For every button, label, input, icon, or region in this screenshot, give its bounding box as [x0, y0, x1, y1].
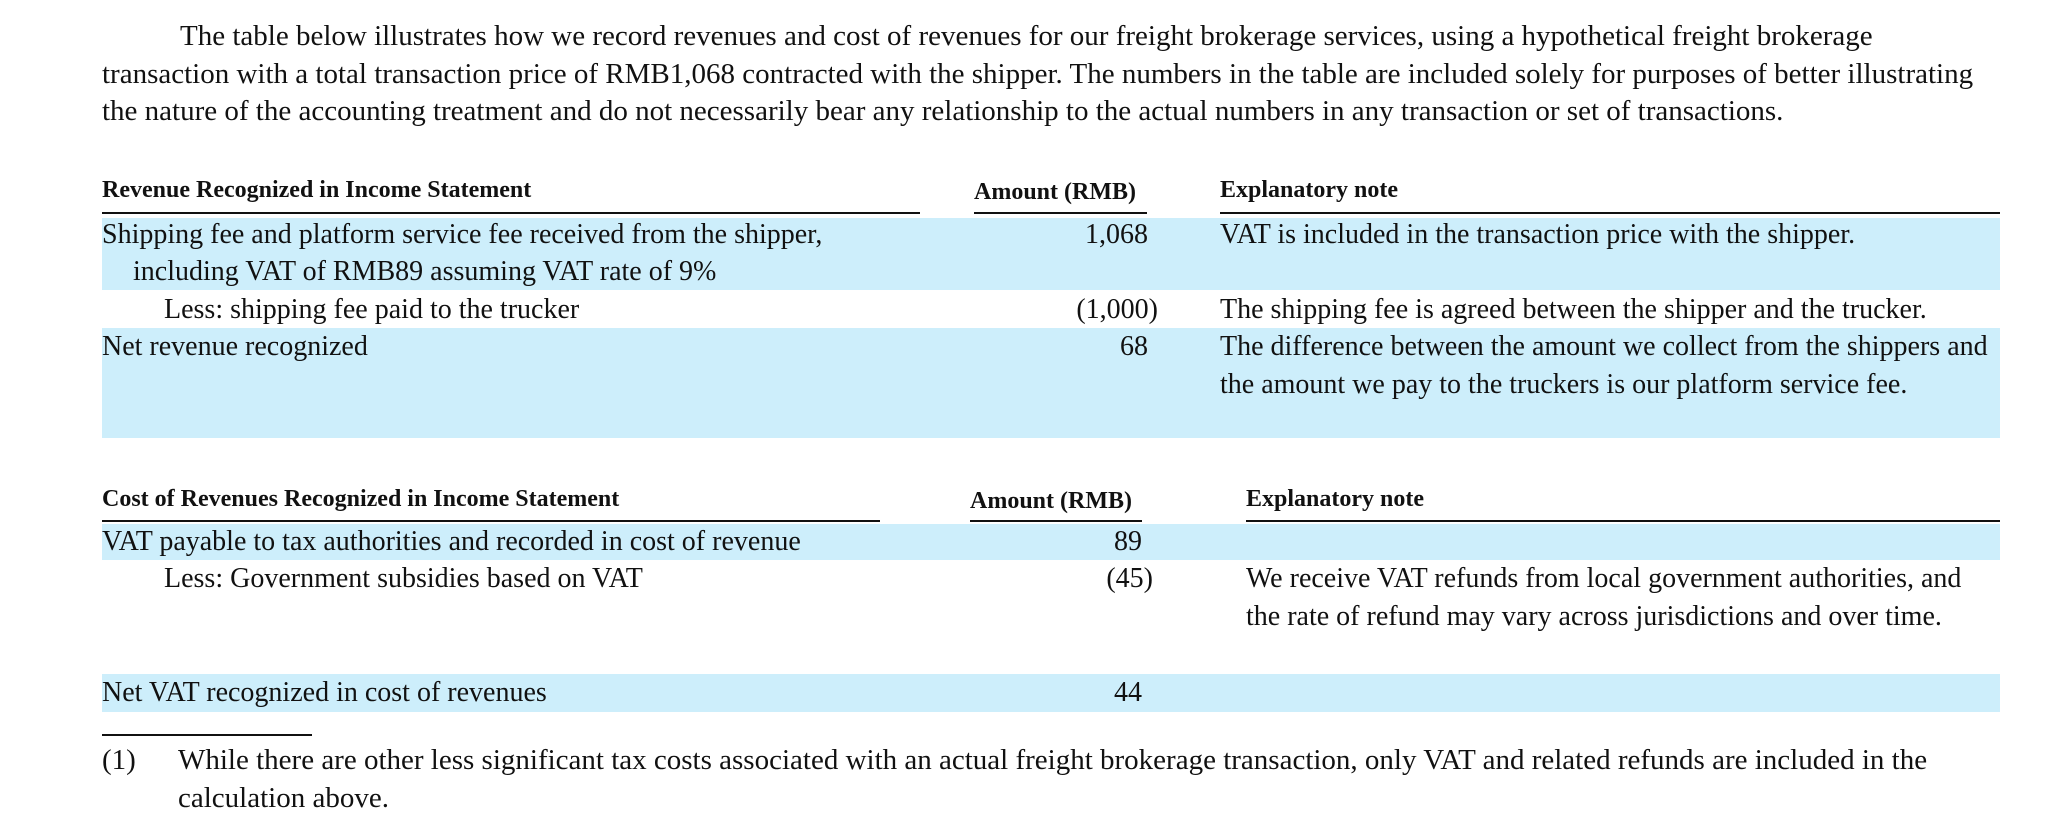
- footnote-text: While there are other less significant tax costs associated with an actual freight brokerage transaction, only VAT and related refunds are included in the calculation above.: [178, 744, 1928, 814]
- revenue-note-3: The difference between the amount we collect from the shippers and the amount we pay to the truckers is our platform service fee.: [1220, 331, 1988, 400]
- revenue-note-1: VAT is included in the transaction price with the shipper.: [1220, 219, 1856, 250]
- revenue-item-3: Net revenue recognized: [102, 331, 368, 362]
- cost-header-item: Cost of Revenues Recognized in Income Statement: [102, 486, 620, 512]
- cost-item-1: VAT payable to tax authorities and recorded in cost of revenue: [102, 526, 801, 557]
- cost-item-3: Net VAT recognized in cost of revenues: [102, 677, 547, 708]
- revenue-header-amount: Amount (RMB): [974, 179, 1136, 205]
- revenue-amount-2: (1,000): [1076, 294, 1158, 325]
- revenue-amount-1: 1,068: [1085, 219, 1148, 250]
- cost-header-rule-note: [1246, 520, 2000, 522]
- revenue-item-1-line1: Shipping fee and platform service fee received from the shipper,: [102, 219, 823, 250]
- cost-header-note: Explanatory note: [1246, 486, 1425, 512]
- revenue-header-rule-note: [1220, 212, 2000, 214]
- cost-item-2: Less: Government subsidies based on VAT: [164, 563, 643, 594]
- revenue-header-item: Revenue Recognized in Income Statement: [102, 177, 532, 203]
- revenue-header-rule-item: [102, 212, 920, 214]
- revenue-amount-3: 68: [1120, 331, 1148, 362]
- cost-note-2: We receive VAT refunds from local government authorities, and the rate of refund may vary across jurisdictions and over time.: [1246, 563, 1962, 632]
- revenue-note-2: The shipping fee is agreed between the shipper and the trucker.: [1220, 294, 1927, 325]
- cost-header-rule-item: [102, 520, 880, 522]
- footnote-marker: (1): [102, 744, 136, 776]
- cost-amount-2: (45): [1106, 563, 1153, 594]
- cost-header-amount: Amount (RMB): [970, 488, 1132, 514]
- intro-paragraph: The table below illustrates how we record revenues and cost of revenues for our freight brokerage services, using a hypothetical freight brokerage transaction with a total transaction price of RMB1,068 contracted with the shipper. The numbers in the table are included solely for purposes of better illustrating the nature of the accounting treatment and do not necessarily bear any relationship to the actual numbers in any transaction or set of transactions.: [102, 20, 1974, 127]
- cost-amount-1: 89: [1114, 526, 1142, 557]
- revenue-header-note: Explanatory note: [1220, 177, 1399, 203]
- revenue-item-1-line2: including VAT of RMB89 assuming VAT rate of 9%: [133, 256, 717, 287]
- cost-amount-3: 44: [1114, 677, 1142, 708]
- revenue-header-rule-amount: [974, 212, 1147, 214]
- revenue-item-2: Less: shipping fee paid to the trucker: [164, 294, 580, 325]
- cost-header-rule-amount: [970, 520, 1142, 522]
- footnote-separator: [102, 734, 312, 736]
